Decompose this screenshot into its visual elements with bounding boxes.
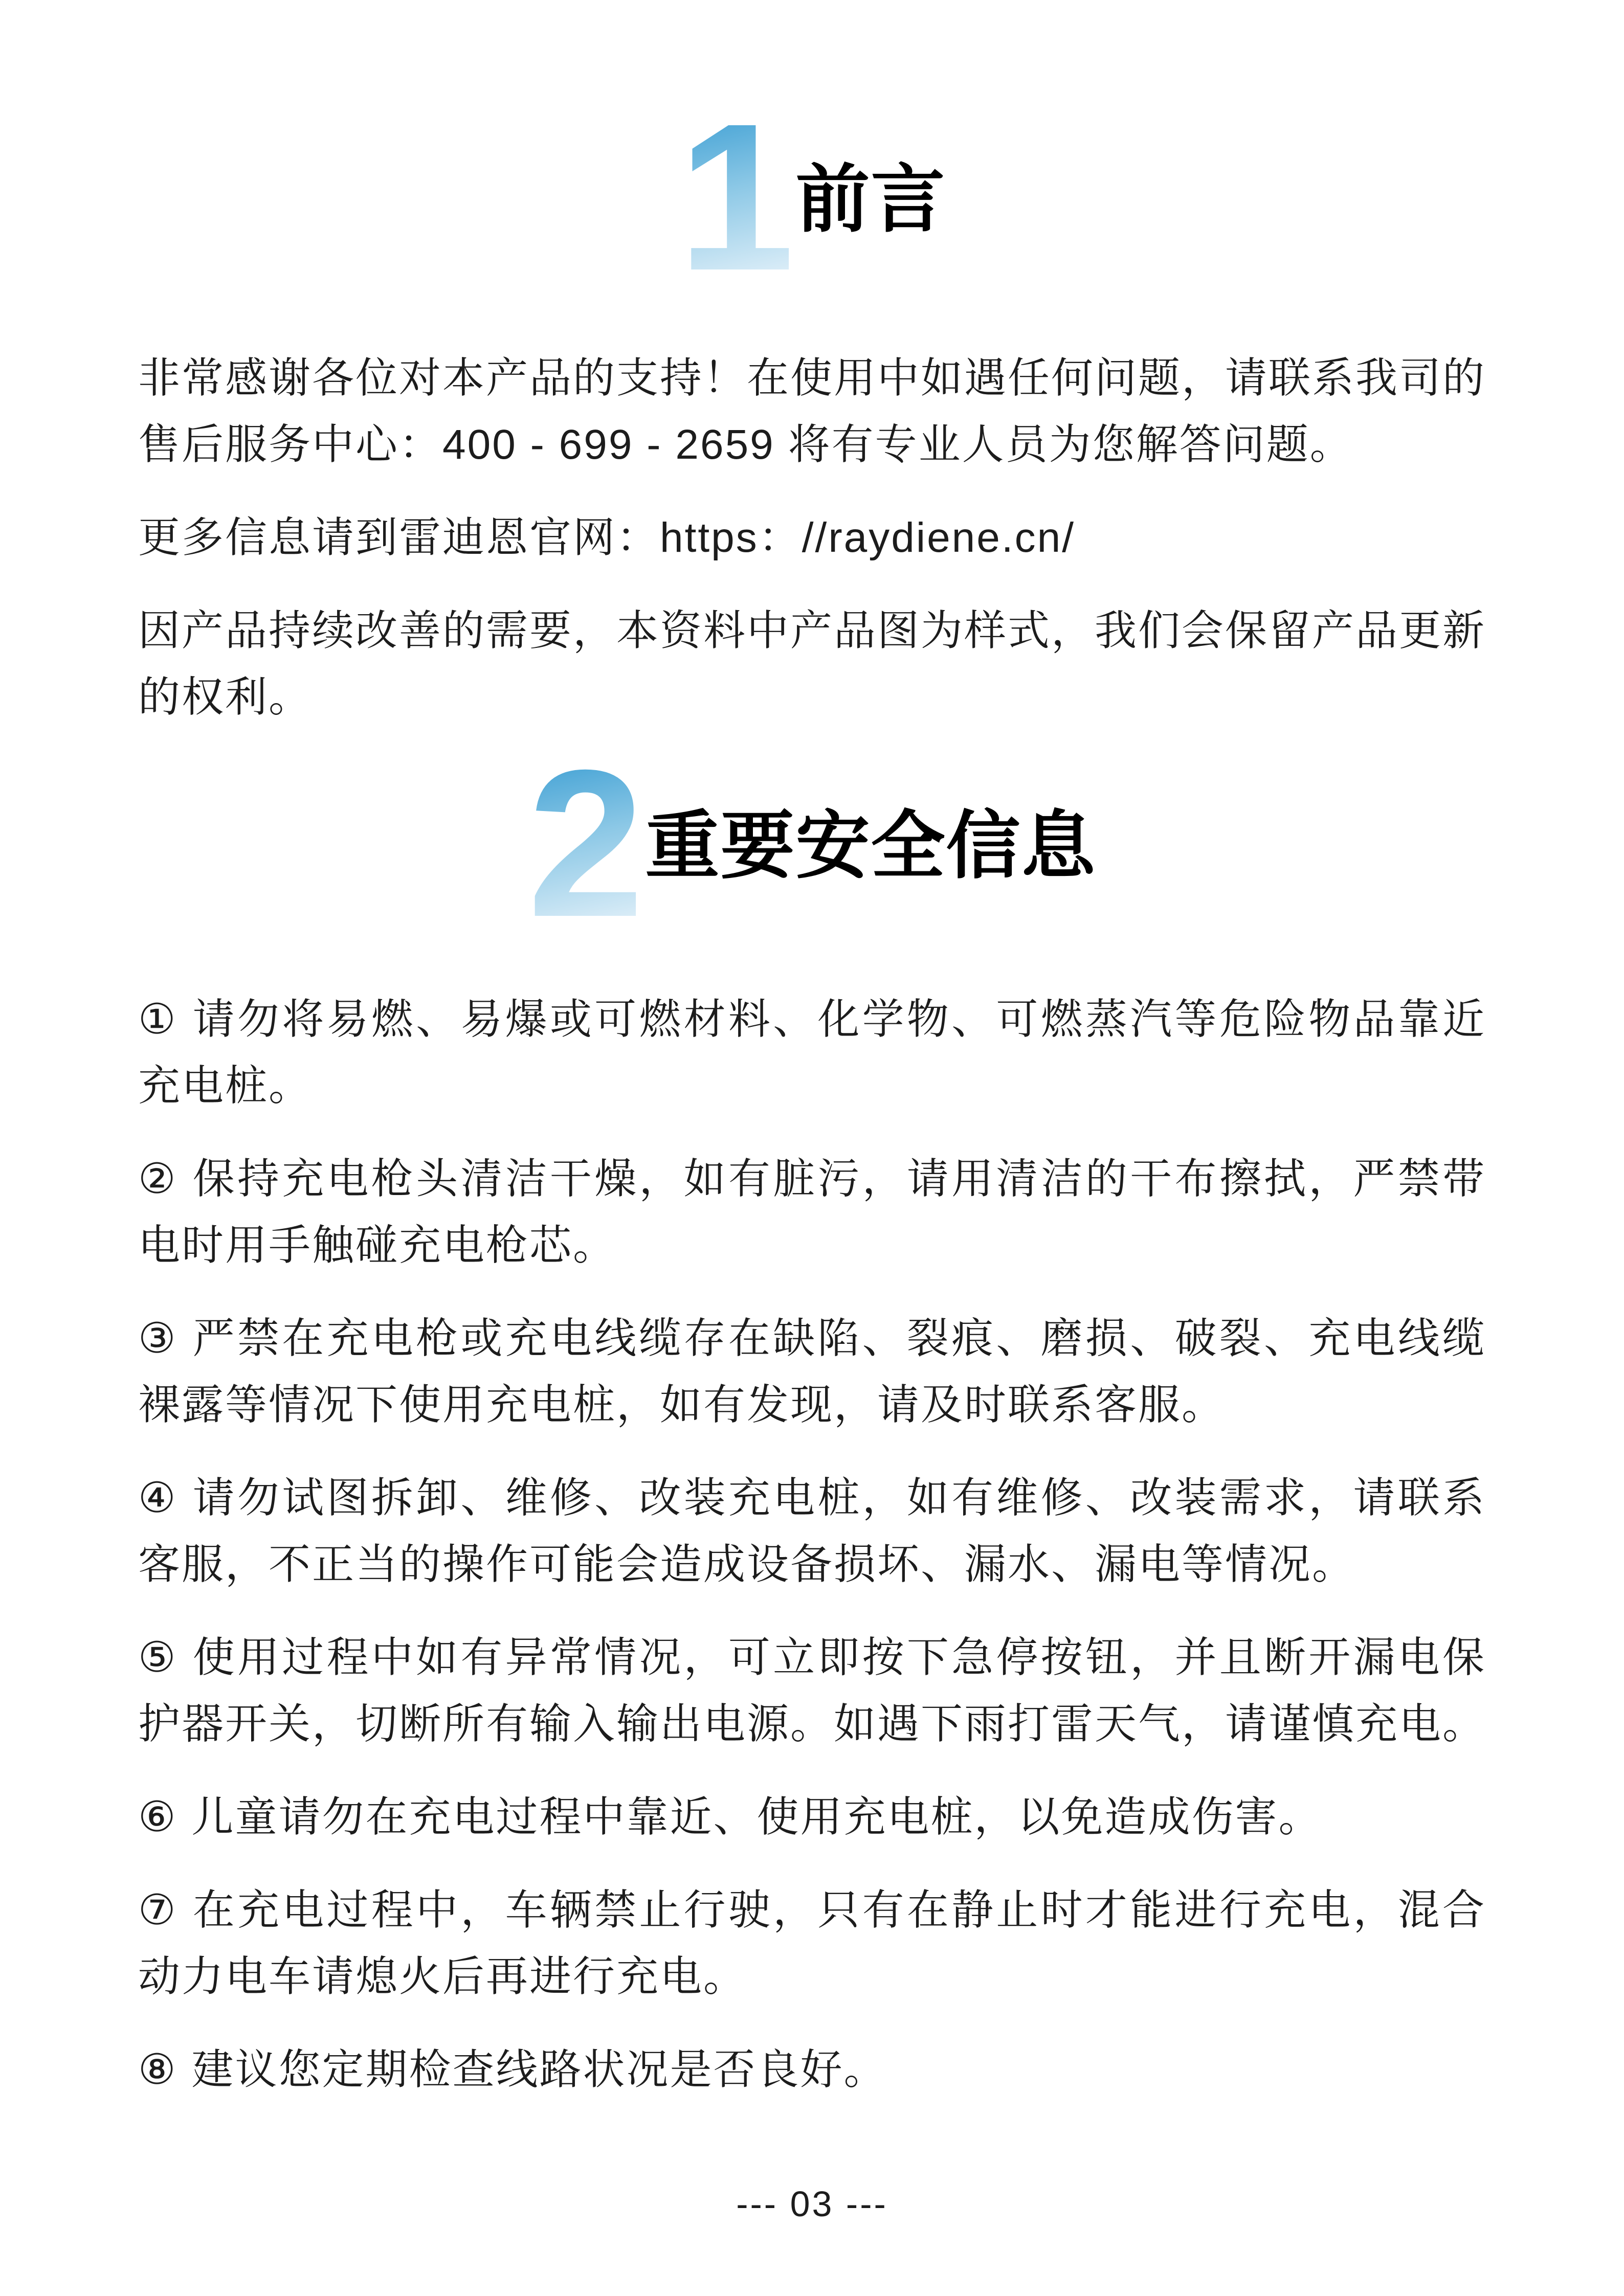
preface-heading	[0, 0, 1624, 314]
item-number: ③	[138, 1315, 179, 1362]
safety-section-numeral: 2	[527, 726, 639, 960]
preface-body	[0, 345, 1624, 731]
item-number: ⑤	[138, 1634, 179, 1681]
item-number: ⑦	[138, 1887, 179, 1933]
safety-item	[138, 1625, 1486, 1758]
item-text: 严禁在充电枪或充电线缆存在缺陷、裂痕、磨损、破裂、充电线缆裸露等情况下使用充电桩，如有发现，请及时联系客服。	[138, 1315, 1486, 1428]
item-number: ⑧	[138, 2046, 177, 2093]
safety-section-title: 重要安全信息	[645, 804, 1097, 887]
safety-item	[138, 2037, 1486, 2103]
preface-paragraph: 更多信息请到雷迪恩官网：https：//raydiene.cn/	[138, 514, 1076, 561]
item-number: ②	[138, 1156, 179, 1202]
preface-paragraph: 非常感谢各位对本产品的支持！在使用中如遇任何问题，请联系我司的售后服务中心：400 - 699 - 2659 将有专业人员为您解答问题。	[138, 355, 1486, 468]
safety-item	[138, 1305, 1486, 1438]
item-number: ⑥	[138, 1794, 177, 1840]
safety-item	[138, 1465, 1486, 1598]
item-text: 儿童请勿在充电过程中靠近、使用充电桩，以免造成伤害。	[191, 1794, 1322, 1840]
preface-section-numeral: 1	[678, 80, 790, 314]
item-text: 请勿将易燃、易爆或可燃材料、化学物、可燃蒸汽等危险物品靠近充电桩。	[138, 996, 1486, 1109]
preface-section-title: 前言	[795, 158, 946, 241]
safety-list	[0, 986, 1624, 2103]
page-number: --- 03 ---	[736, 2184, 888, 2224]
safety-item	[138, 1784, 1486, 1851]
item-text: 建议您定期检查线路状况是否良好。	[191, 2046, 887, 2093]
safety-item	[138, 1877, 1486, 2010]
item-number: ④	[138, 1475, 179, 1521]
item-text: 使用过程中如有异常情况，可立即按下急停按钮，并且断开漏电保护器开关，切断所有输入输出电源。如遇下雨打雷天气，请谨慎充电。	[138, 1634, 1486, 1747]
item-text: 保持充电枪头清洁干燥，如有脏污，请用清洁的干布擦拭，严禁带电时用手触碰充电枪芯。	[138, 1156, 1486, 1269]
safety-item	[138, 1146, 1486, 1279]
preface-paragraph: 因产品持续改善的需要，本资料中产品图为样式，我们会保留产品更新的权利。	[138, 607, 1486, 721]
item-text: 在充电过程中，车辆禁止行驶，只有在静止时才能进行充电，混合动力电车请熄火后再进行充电。	[138, 1887, 1486, 2000]
safety-item	[138, 986, 1486, 1119]
item-number: ①	[138, 996, 179, 1043]
item-text: 请勿试图拆卸、维修、改装充电桩，如有维修、改装需求，请联系客服，不正当的操作可能会造成设备损坏、漏水、漏电等情况。	[138, 1475, 1486, 1588]
safety-heading	[0, 726, 1624, 960]
